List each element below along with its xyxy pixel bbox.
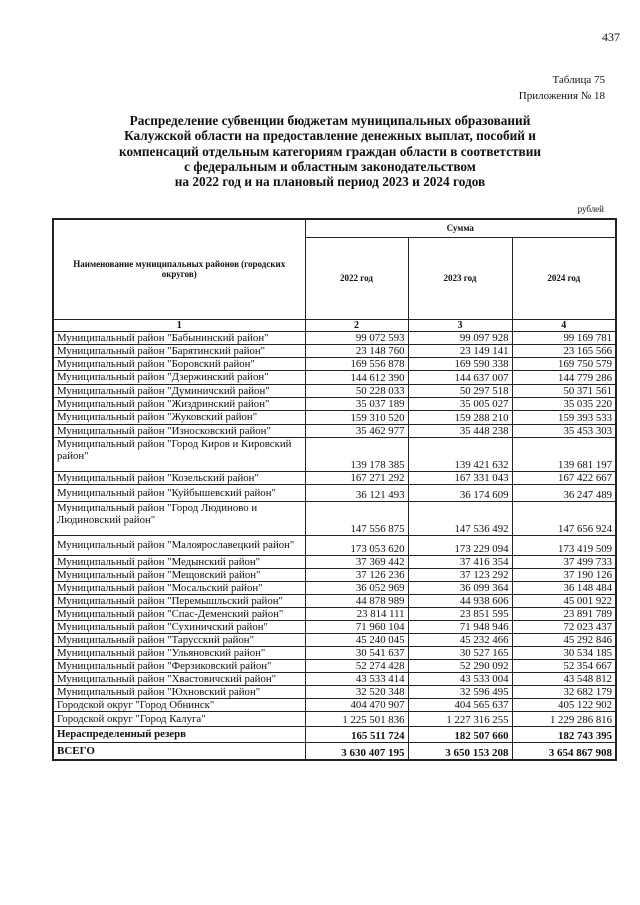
table-row — [53, 594, 616, 607]
value-2023: 35 005 027 — [408, 397, 512, 410]
value-2024: 36 148 484 — [512, 581, 616, 594]
table-row — [53, 331, 616, 344]
table-row — [53, 555, 616, 568]
column-index-row — [53, 319, 616, 331]
value-2023: 37 123 292 — [408, 568, 512, 581]
table-row — [53, 344, 616, 357]
column-index: 4 — [512, 319, 616, 331]
value-2024: 23 165 566 — [512, 344, 616, 357]
value-2023: 30 527 165 — [408, 646, 512, 659]
value-2024: 3 654 867 908 — [512, 742, 616, 760]
row-name: Муниципальный район "Износковский район" — [53, 424, 305, 437]
row-name: Муниципальный район "Юхновский район" — [53, 685, 305, 698]
value-2024: 37 190 126 — [512, 568, 616, 581]
value-2024: 35 035 220 — [512, 397, 616, 410]
value-2024: 32 682 179 — [512, 685, 616, 698]
value-2022: 23 814 111 — [305, 607, 408, 620]
row-name: Муниципальный район "Ульяновский район" — [53, 646, 305, 659]
value-2024: 167 422 667 — [512, 471, 616, 484]
row-name: Городской округ "Город Обнинск" — [53, 698, 305, 711]
value-2024: 173 419 509 — [512, 535, 616, 555]
table-row — [53, 659, 616, 672]
value-2022: 35 037 189 — [305, 397, 408, 410]
value-2023: 43 533 004 — [408, 672, 512, 685]
header-sum: Сумма — [305, 219, 616, 237]
value-2023: 50 297 518 — [408, 384, 512, 397]
header-year-2024: 2024 год — [512, 237, 616, 319]
value-2022: 169 556 878 — [305, 357, 408, 370]
value-2024: 144 779 286 — [512, 370, 616, 384]
table-row — [53, 437, 616, 471]
value-2022: 144 612 390 — [305, 370, 408, 384]
value-2023: 144 637 007 — [408, 370, 512, 384]
row-name: Муниципальный район "Барятинский район" — [53, 344, 305, 357]
table-row — [53, 384, 616, 397]
value-2023: 23 851 595 — [408, 607, 512, 620]
reserve-row — [53, 726, 616, 742]
value-2024: 45 292 846 — [512, 633, 616, 646]
value-2022: 43 533 414 — [305, 672, 408, 685]
table-row — [53, 501, 616, 535]
value-2023: 36 174 609 — [408, 484, 512, 501]
row-name: Муниципальный район "Думиничский район" — [53, 384, 305, 397]
value-2024: 37 499 733 — [512, 555, 616, 568]
title-line: с федеральным и областным законодательством — [184, 158, 476, 174]
row-name: Муниципальный район "Спас-Деменский район" — [53, 607, 305, 620]
row-name: Муниципальный район "Город Киров и Кировский район" — [53, 437, 305, 471]
title-line: на 2022 год и на плановый период 2023 и 2024 годов — [174, 174, 486, 190]
value-2023: 35 448 238 — [408, 424, 512, 437]
value-2023: 37 416 354 — [408, 555, 512, 568]
value-2023: 52 290 092 — [408, 659, 512, 672]
value-2022: 99 072 593 — [305, 331, 408, 344]
table-row — [53, 607, 616, 620]
table-row — [53, 685, 616, 698]
value-2024: 45 001 922 — [512, 594, 616, 607]
row-name: Муниципальный район "Козельский район" — [53, 471, 305, 484]
row-name: Муниципальный район "Жиздринский район" — [53, 397, 305, 410]
row-name: Муниципальный район "Мосальский район" — [53, 581, 305, 594]
table-row — [53, 581, 616, 594]
row-name: ВСЕГО — [53, 742, 305, 760]
table-row — [53, 711, 616, 726]
title-line: Распределение субвенции бюджетам муниципальных образований — [129, 113, 531, 128]
subsidy-table — [52, 218, 617, 761]
row-name: Муниципальный район "Боровский район" — [53, 357, 305, 370]
value-2023: 71 948 946 — [408, 620, 512, 633]
value-2024: 23 891 789 — [512, 607, 616, 620]
table-row — [53, 484, 616, 501]
unit-label: рублей — [577, 204, 604, 214]
column-index: 2 — [305, 319, 408, 331]
value-2022: 167 271 292 — [305, 471, 408, 484]
table-row — [53, 672, 616, 685]
value-2022: 3 630 407 195 — [305, 742, 408, 760]
row-name: Муниципальный район "Хвастовичский район" — [53, 672, 305, 685]
row-name: Муниципальный район "Жуковский район" — [53, 410, 305, 424]
row-name: Муниципальный район "Бабынинский район" — [53, 331, 305, 344]
table-row — [53, 424, 616, 437]
value-2024: 405 122 902 — [512, 698, 616, 711]
column-index: 3 — [408, 319, 512, 331]
value-2023: 23 149 141 — [408, 344, 512, 357]
value-2023: 45 232 466 — [408, 633, 512, 646]
value-2022: 147 556 875 — [305, 501, 408, 535]
value-2022: 44 878 989 — [305, 594, 408, 607]
appendix-label: Приложения № 18 — [518, 90, 605, 102]
value-2022: 36 052 969 — [305, 581, 408, 594]
table-row — [53, 620, 616, 633]
header-year-2022: 2022 год — [305, 237, 408, 319]
value-2023: 404 565 637 — [408, 698, 512, 711]
table-row — [53, 535, 616, 555]
value-2024: 50 371 561 — [512, 384, 616, 397]
value-2023: 159 288 210 — [408, 410, 512, 424]
value-2022: 35 462 977 — [305, 424, 408, 437]
value-2023: 3 650 153 208 — [408, 742, 512, 760]
row-name: Муниципальный район "Мещовский район" — [53, 568, 305, 581]
value-2022: 139 178 385 — [305, 437, 408, 471]
value-2022: 173 053 620 — [305, 535, 408, 555]
value-2024: 30 534 185 — [512, 646, 616, 659]
header-year-2023: 2023 год — [408, 237, 512, 319]
value-2024: 35 453 303 — [512, 424, 616, 437]
value-2022: 1 225 501 836 — [305, 711, 408, 726]
value-2022: 159 310 520 — [305, 410, 408, 424]
value-2023: 147 536 492 — [408, 501, 512, 535]
value-2023: 32 596 495 — [408, 685, 512, 698]
value-2023: 36 099 364 — [408, 581, 512, 594]
row-name: Муниципальный район "Город Людиново и Людиновский район" — [53, 501, 305, 535]
value-2023: 139 421 632 — [408, 437, 512, 471]
value-2024: 43 548 812 — [512, 672, 616, 685]
value-2022: 404 470 907 — [305, 698, 408, 711]
value-2022: 32 520 348 — [305, 685, 408, 698]
column-index: 1 — [53, 319, 305, 331]
value-2023: 173 229 094 — [408, 535, 512, 555]
value-2024: 169 750 579 — [512, 357, 616, 370]
value-2024: 159 393 533 — [512, 410, 616, 424]
value-2024: 139 681 197 — [512, 437, 616, 471]
table-row — [53, 410, 616, 424]
value-2024: 72 023 437 — [512, 620, 616, 633]
value-2022: 165 511 724 — [305, 726, 408, 742]
value-2023: 169 590 338 — [408, 357, 512, 370]
value-2022: 37 126 236 — [305, 568, 408, 581]
table-label: Таблица 75 — [552, 74, 605, 86]
title-line: Калужской области на предоставление денежных выплат, пособий и — [124, 128, 536, 144]
table-row — [53, 633, 616, 646]
row-name: Муниципальный район "Ферзиковский район" — [53, 659, 305, 672]
row-name: Муниципальный район "Дзержинский район" — [53, 370, 305, 384]
header-name-column: Наименование муниципальных районов (городских округов) — [53, 219, 305, 319]
row-name: Муниципальный район "Куйбышевский район" — [53, 484, 305, 501]
value-2023: 99 097 928 — [408, 331, 512, 344]
table-row — [53, 568, 616, 581]
row-name: Муниципальный район "Медынский район" — [53, 555, 305, 568]
value-2022: 36 121 493 — [305, 484, 408, 501]
value-2022: 45 240 045 — [305, 633, 408, 646]
value-2023: 182 507 660 — [408, 726, 512, 742]
value-2024: 1 229 286 816 — [512, 711, 616, 726]
page-number: 437 — [602, 30, 620, 44]
document-title — [60, 113, 600, 189]
row-name: Муниципальный район "Малоярославецкий район" — [53, 535, 305, 555]
row-name: Муниципальный район "Тарусский район" — [53, 633, 305, 646]
value-2022: 23 148 760 — [305, 344, 408, 357]
value-2022: 50 228 033 — [305, 384, 408, 397]
value-2023: 167 331 043 — [408, 471, 512, 484]
table-body — [53, 319, 616, 760]
table-row — [53, 698, 616, 711]
table-row — [53, 357, 616, 370]
row-name: Муниципальный район "Перемышльский район" — [53, 594, 305, 607]
row-name: Городской округ "Город Калуга" — [53, 711, 305, 726]
value-2022: 52 274 428 — [305, 659, 408, 672]
value-2024: 52 354 667 — [512, 659, 616, 672]
value-2023: 44 938 606 — [408, 594, 512, 607]
table-row — [53, 370, 616, 384]
value-2024: 99 169 781 — [512, 331, 616, 344]
value-2024: 182 743 395 — [512, 726, 616, 742]
value-2022: 30 541 637 — [305, 646, 408, 659]
total-row — [53, 742, 616, 760]
row-name: Муниципальный район "Сухиничский район" — [53, 620, 305, 633]
value-2024: 147 656 924 — [512, 501, 616, 535]
value-2022: 37 369 442 — [305, 555, 408, 568]
table-row — [53, 397, 616, 410]
value-2022: 71 960 104 — [305, 620, 408, 633]
table-row — [53, 471, 616, 484]
value-2024: 36 247 489 — [512, 484, 616, 501]
row-name: Нераспределенный резерв — [53, 726, 305, 742]
value-2023: 1 227 316 255 — [408, 711, 512, 726]
title-line: компенсаций отдельным категориям граждан области в соответствии — [118, 143, 542, 159]
table-row — [53, 646, 616, 659]
